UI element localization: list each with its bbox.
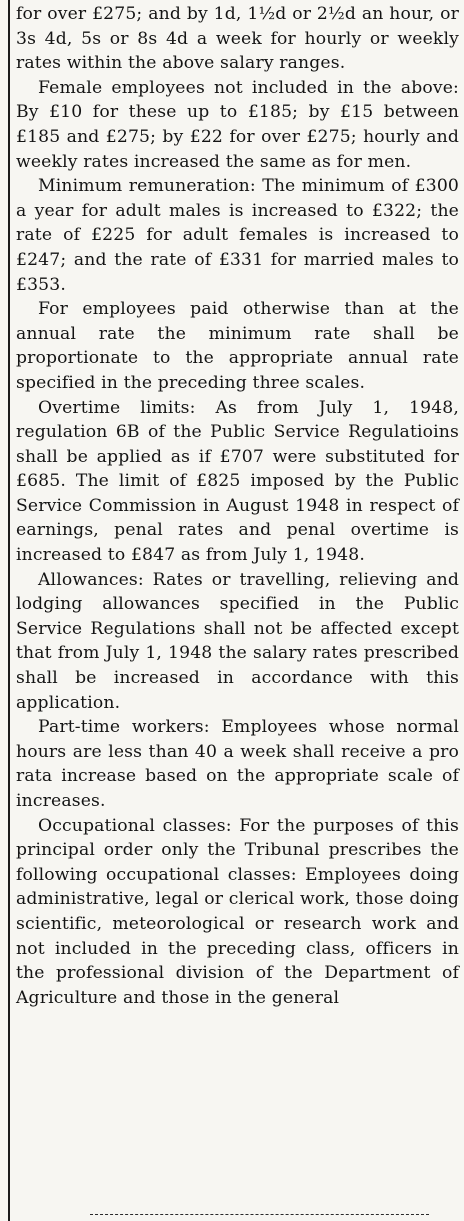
paragraph-otherwise-paid: For employees paid otherwise than at the annual rate the minimum rate shall be proportionate to the appropriate annual rate specified in the preceding three scales. — [16, 299, 459, 393]
paragraph-occupational-classes: Occupational classes: For the purposes of this principal order only the Tribunal prescribes the following occupational classes: Employees doing administrative, legal or clerical work, those doing scientific, meteorological or research work and not included in the preceding class, officers in the professional division of the Department of Agriculture and those in the general — [16, 815, 459, 1008]
paragraph-female-employees: Female employees not included in the above: By £10 for these up to £185; by £15 between £185 and £275; by £22 for over £275; hourly and weekly rates increased the same as for men. — [16, 77, 459, 172]
paragraph-allowances: Allowances: Rates or travelling, relieving and lodging allowances specified in the Public Service Regulations shall not be affected except that from July 1, 1948 the salary rates prescribed shall be increased in accordance with this application. — [16, 569, 459, 713]
bottom-dashed-rule — [90, 1214, 429, 1215]
paragraph-minimum-remuneration: Minimum remuneration: The minimum of £300 a year for adult males is increased to £322; the rate of £225 for adult females is increased to £247; and the rate of £331 for married males to £353. — [16, 176, 459, 295]
paragraph-overtime-limits: Overtime limits: As from July 1, 1948, regulation 6B of the Public Service Regulatioins shall be applied as if £707 were substituted for £685. The limit of £825 imposed by the Public Service Commission in August 1948 in respect of earnings, penal rates and penal overtime is increased to £847 as from July 1, 1948. — [16, 397, 459, 566]
paragraph-part-time-workers: Part-time workers: Employees whose normal hours are less than 40 a week shall receive a pro rata increase based on the appropriate scale of increases. — [16, 717, 459, 811]
newspaper-column — [8, 0, 459, 1221]
paragraph-salary-continuation: for over £275; and by 1d, 1½d or 2½d an hour, or 3s 4d, 5s or 8s 4d a week for hourly or weekly rates within the above salary ranges. — [16, 4, 459, 74]
